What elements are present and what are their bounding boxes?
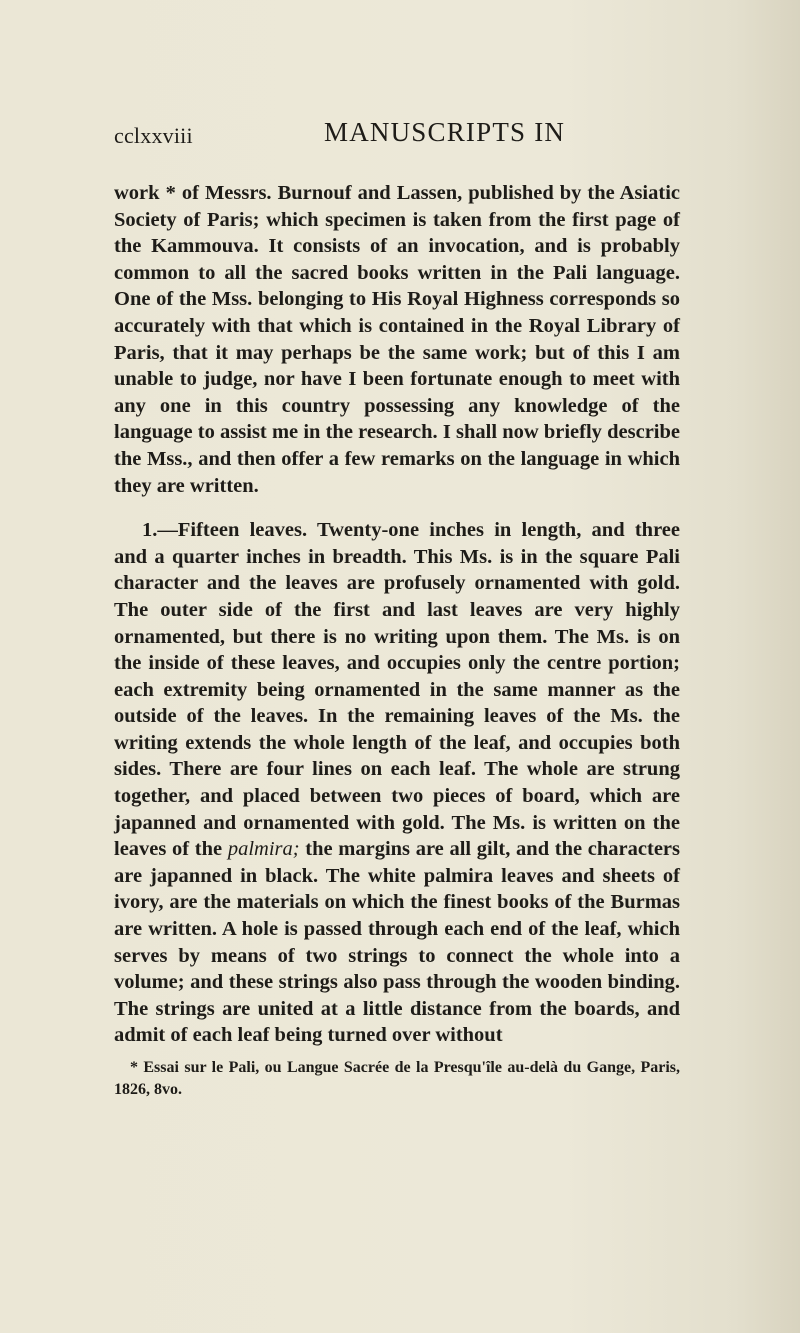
body-text: [114, 180, 680, 1049]
paragraph-2-part-2: the margins are all gilt, and the characters are japanned in black. The white palmira leaves and sheets of ivory, are the materials on which the finest books of the Burmas are written. A hole is passed through each end of the leaf, which serves by means of two strings to connect the whole into a volume; and these strings also pass through the wooden binding. The strings are united at a little distance from the boards, and admit of each leaf being turned over without: [114, 838, 680, 1047]
page-number: cclxxviii: [114, 123, 193, 148]
paragraph-1: work * of Messrs. Burnouf and Lassen, published by the Asiatic Society of Paris; which specimen is taken from the first page of the Kammouva. It consists of an invocation, and is probably common to all the sacred books written in the Pali language. One of the Mss. belonging to His Royal Highness corresponds so accurately with that which is contained in the Royal Library of Paris, that it may perhaps be the same work; but of this I am unable to judge, nor have I been fortunate enough to meet with any one in this country possessing any knowledge of the language to assist me in the research. I shall now briefly describe the Mss., and then offer a few remarks on the language in which they are written.: [114, 182, 680, 497]
italic-term: palmira;: [227, 838, 300, 861]
page-header: [114, 117, 674, 157]
paragraph-2-part-1: 1.—Fifteen leaves. Twenty-one inches in length, and three and a quarter inches in breadth. This Ms. is in the square Pali character and the leaves are profusely ornamented with gold. The outer side of the first and last leaves are very highly ornamented, but there is no writing upon them. The Ms. is on the inside of these leaves, and occupies only the centre portion; each extremity being ornamented in the same manner as the outside of the leaves. In the remaining leaves of the Ms. the writing extends the whole length of the leaf, and occupies both sides. There are four lines on each leaf. The whole are strung together, and placed between two pieces of board, which are japanned and ornamented with gold. The Ms. is written on the leaves of the: [114, 519, 680, 861]
footnote: * Essai sur le Pali, ou Langue Sacrée de la Presqu'île au-delà du Gange, Paris, 1826, 8vo.: [114, 1059, 680, 1098]
paragraph-2: [114, 517, 680, 1049]
running-head: MANUSCRIPTS IN: [324, 117, 566, 147]
